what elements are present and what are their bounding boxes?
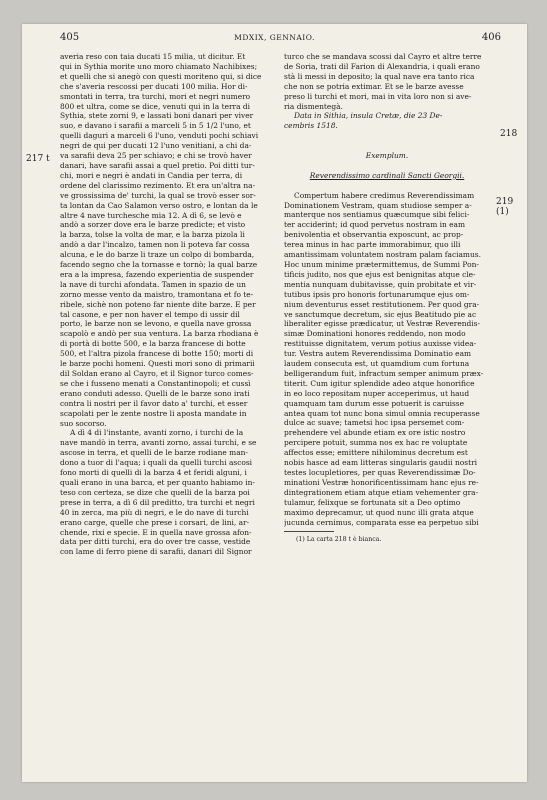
text-line: 40 in zerca, ma più di negri, e le do nave di turchi bbox=[60, 507, 249, 517]
text-line: Compertum habere credimus Reverendissimam bbox=[294, 190, 475, 200]
text-line: chende, rixi e specie. E in quella nave grossa afon- bbox=[60, 527, 252, 537]
running-header bbox=[22, 32, 527, 48]
text-line: dintegrationem etiam atque etiam vehementer gra- bbox=[284, 487, 479, 497]
text-line: andò a dar l'incalzo, tamen non li poteva far cossa bbox=[60, 240, 250, 250]
text-line: testes locupletiores, per quas Reverendissimæ Do- bbox=[284, 468, 476, 477]
exemplum-heading: Exemplum. bbox=[365, 151, 409, 161]
text-line: ordene del clarissimo rezimento. Et era un'altra na- bbox=[60, 180, 256, 190]
letter-address: Reverendissimo cardinali Sancti Georgii. bbox=[309, 170, 465, 180]
text-line: con lame di ferro piene di sarafii, danari dil Signor bbox=[60, 547, 252, 557]
text-line: suo socorso. bbox=[60, 418, 107, 428]
text-line: belligerandum fuit, infractum semper animum præx- bbox=[284, 368, 484, 378]
text-line: ve sanctumque decretum, sic ejus Beatitudo pie ac bbox=[284, 309, 477, 319]
text-line: antea quam tot nunc bona simul omnia recuperasse bbox=[284, 408, 480, 418]
text-line: suo, e davano i sarafii a marceli 5 in 5 1/2 l'uno, et bbox=[60, 121, 251, 131]
text-line: la barza, tolse la volta de mar, e la barza pizola li bbox=[60, 230, 245, 240]
text-line: facendo segno che la tornasse e tornò; la qual barze bbox=[60, 260, 258, 270]
text-line: che non se potria extimar. Et se le barze avesse bbox=[284, 81, 464, 91]
margin-note-right-1: 218 bbox=[500, 129, 518, 139]
latin-letter-body bbox=[284, 191, 490, 528]
text-line: tur. Vestra autem Reverendissima Dominatio eam bbox=[284, 349, 472, 359]
text-line: stà li messi in deposito; la qual nave era tanto rica bbox=[284, 71, 475, 81]
text-line: scapolati per le zente nostre li aposta mandate in bbox=[60, 408, 247, 418]
text-line: prehendere vel abunde etiam ex ore istic nostro bbox=[284, 428, 466, 438]
text-line: quali erano in una barca, et per quanto habiamo in- bbox=[60, 477, 255, 487]
text-line: tulamur, felixque se fortunata sit a Deo optimo bbox=[284, 497, 461, 507]
text-line: era a la impresa, fazendo experientia de suspender bbox=[60, 269, 254, 279]
margin-note-left: 217 t bbox=[26, 154, 50, 164]
text-line: scapolò e andò per sua ventura. La barza rhodiana è bbox=[60, 329, 259, 339]
text-line: de Soria, trati dil Farion di Alexandria, i quali erano bbox=[284, 61, 480, 71]
text-line: A dì 4 di l'instante, avanti zorno, i turchi de la bbox=[70, 428, 244, 438]
text-line: percipere potuit, summa nos ex hac re voluptate bbox=[284, 438, 468, 448]
right-column-top-text bbox=[284, 52, 490, 111]
footnote: (1) La carta 218 t è bianca. bbox=[296, 536, 382, 544]
text-line: erano conduti adesso. Quelli de le barze sono irati bbox=[60, 388, 250, 398]
text-line: danari, have sarafii assai a quel pretio. Poi ditti tur- bbox=[60, 160, 255, 170]
text-line: ve grossissima de' turchi, la qual se trovò esser sor- bbox=[60, 190, 256, 200]
text-line: laudem consecuta est, ut quamdium cum fortuna bbox=[284, 359, 470, 369]
footnote-rule bbox=[284, 531, 334, 532]
text-line: teso con certeza, se dize che quelli de la barza poi bbox=[60, 487, 250, 497]
text-line: 800 et ultra, come se dice, venuti qui in la terra di bbox=[60, 101, 251, 111]
book-page bbox=[22, 24, 527, 782]
text-line: nave mandò in terra, avanti zorno, assai turchi, e se bbox=[60, 438, 257, 448]
text-line: liberaliter egisse prædicatur, ut Vestræ Reverendis- bbox=[284, 319, 480, 329]
text-line: tutibus ipsis pro honoris fortunarumque ejus om- bbox=[284, 289, 470, 299]
text-line: tificis judito, nos que ejus est benignitas atque cle- bbox=[284, 269, 476, 279]
margin-note-right-2: 219 (1) bbox=[496, 197, 514, 217]
text-line: tal casone, e per non haver el tempo di ussir dil bbox=[60, 309, 240, 319]
text-line: ta lontan da Cao Salamon verso ostro, e lontan da le bbox=[60, 200, 258, 210]
text-line: contra li nostri per il favor dato a' turchi, et esser bbox=[60, 398, 248, 408]
text-line: ter acciderint; id quod pervetus nostram in eam bbox=[284, 220, 466, 230]
text-line: la nave di turchi afondata. Tamen in spazio de un bbox=[60, 279, 246, 289]
text-line: maximo deprecamur, ut quod nunc illi grata atque bbox=[284, 507, 474, 517]
text-line: amantissimam voluntatem nostram palam faciamus. bbox=[284, 250, 481, 260]
dateline-continued: cembris 1518. bbox=[284, 121, 338, 131]
text-line: in eo loco repositam nuper acceperimus, ut haud bbox=[284, 388, 470, 398]
left-page-number: 405 bbox=[60, 32, 80, 43]
text-line: manterque nos sentiamus quæcumque sibi felici- bbox=[284, 210, 470, 220]
text-line: dulce ac suave; tametsi hoc ipsa persemet com- bbox=[284, 418, 465, 428]
text-line: andò a sorzer dove era le barze predicte; et visto bbox=[60, 220, 246, 230]
text-line: erano carge, quelle che prese i corsari, de lini, ar- bbox=[60, 517, 250, 527]
text-line: che s'averia rescossi per ducati 100 milia. Hor di- bbox=[60, 81, 248, 91]
text-line: se che i fusseno menati a Constantinopoli; et cussì bbox=[60, 378, 251, 388]
text-line: smontati in terra, tra turchi, mori et negri numero bbox=[60, 91, 251, 101]
text-line: restituisse dignitatem, verum potius auxisse videa- bbox=[284, 339, 477, 349]
text-line: dono a tuor di l'aqua; i quali da quelli turchi ascosi bbox=[60, 458, 253, 468]
text-line: Dominationem Vestram, quam studiose semper a- bbox=[284, 200, 472, 210]
text-line: prese in terra, a dì 6 dil preditto, tra turchi et negri bbox=[60, 497, 255, 507]
running-title: MDXIX, GENNAIO. bbox=[234, 33, 315, 42]
text-line: 500, et l'altra pizola francese di botte 150; morti di bbox=[60, 349, 254, 359]
text-line: ria dismentegà. bbox=[284, 101, 343, 111]
text-line: va sarafii deva 25 per schiavo; e chi se trovò haver bbox=[60, 151, 252, 161]
left-text-column bbox=[60, 52, 272, 557]
text-line: turco che se mandava scossi dal Cayro et altre terre bbox=[284, 52, 482, 61]
text-line: ascose in terra, et quelli de le barze rodiane man- bbox=[60, 448, 248, 458]
text-line: quelli daguri a marceli 6 l'uno, venduti pochi schiavi bbox=[60, 131, 259, 141]
text-line: Hoc unum minime prætermittemus, de Summi Pon- bbox=[284, 259, 479, 269]
dateline: Data in Sithia, insula Cretæ, die 23 De- bbox=[294, 111, 443, 121]
text-line: zorno messe vento da maistro, tramontana et fo te- bbox=[60, 289, 254, 299]
text-line: le barze pochi homeni. Questi mori sono di primarii bbox=[60, 359, 255, 369]
text-line: data per ditti turchi, era do over tre casse, vestide bbox=[60, 537, 251, 547]
text-line: altre 4 nave turchesche mia 12. A dì 6, se levò e bbox=[60, 210, 242, 220]
text-line: porto, le barze non se levono, e quella nave grossa bbox=[60, 319, 252, 329]
text-line: di portà di botte 500, e la barza francese di botte bbox=[60, 339, 246, 349]
text-line: alcuna, e le do barze li traze un colpo di bombarda, bbox=[60, 250, 255, 260]
text-line: dil Soldan erano al Cayro, et il Signor turco comes- bbox=[60, 369, 254, 378]
text-line: nobis hasce ad eam litteras singularis gaudii nostri bbox=[284, 458, 478, 468]
text-line: Sythia, stete zorni 9, e lassati boni danari per viver bbox=[60, 111, 254, 121]
right-page-number: 406 bbox=[481, 32, 501, 43]
text-line: benivolentia et observantia exposcunt, ac prop- bbox=[284, 230, 464, 240]
text-line: averia reso con taia ducati 15 milia, ut dicitur. Et bbox=[60, 52, 246, 61]
right-text-column bbox=[284, 52, 490, 545]
text-line: et quelli che si anegò con questi moriteno qui, si dice bbox=[60, 71, 262, 81]
text-line: quamquam tam durum esse potuerit is caruisse bbox=[284, 398, 465, 408]
text-line: negri de qui per ducati 12 l'uno venitiani, a chi da- bbox=[60, 141, 252, 151]
text-line: titerit. Cum igitur splendide adeo atque honorifice bbox=[284, 378, 475, 388]
text-line: fono morti di quelli di la barza 4 et feridi alguni, i bbox=[60, 468, 247, 478]
text-line: chi, mori e negri è andati in Candia per terra, di bbox=[60, 170, 243, 180]
text-line: mentia nunquam dubitavisse, quin probitate et vir- bbox=[284, 279, 477, 289]
text-line: affectos esse; emittere nihilominus decretum est bbox=[284, 448, 468, 458]
text-line: preso li turchi et mori, mai in vita loro non si ave- bbox=[284, 91, 472, 101]
text-line: ribele, sichè non poteno far niente dite barze. E per bbox=[60, 299, 256, 309]
text-line: nium deventurus esset restitutionem. Per quod gra- bbox=[284, 299, 480, 309]
text-line: qui in Sythia morite uno moro chiamato Nachibixes; bbox=[60, 61, 258, 71]
text-line: simæ Dominationi honores reddendo, non modo bbox=[284, 329, 466, 339]
text-line: terea minus in hac parte immorabimur, quo illi bbox=[284, 240, 461, 250]
text-line: jucunda cernimus, comparata esse ea perpetuo sibi bbox=[284, 517, 479, 527]
text-line: minationi Vestræ honorificentissimam hanc ejus re- bbox=[284, 477, 479, 487]
